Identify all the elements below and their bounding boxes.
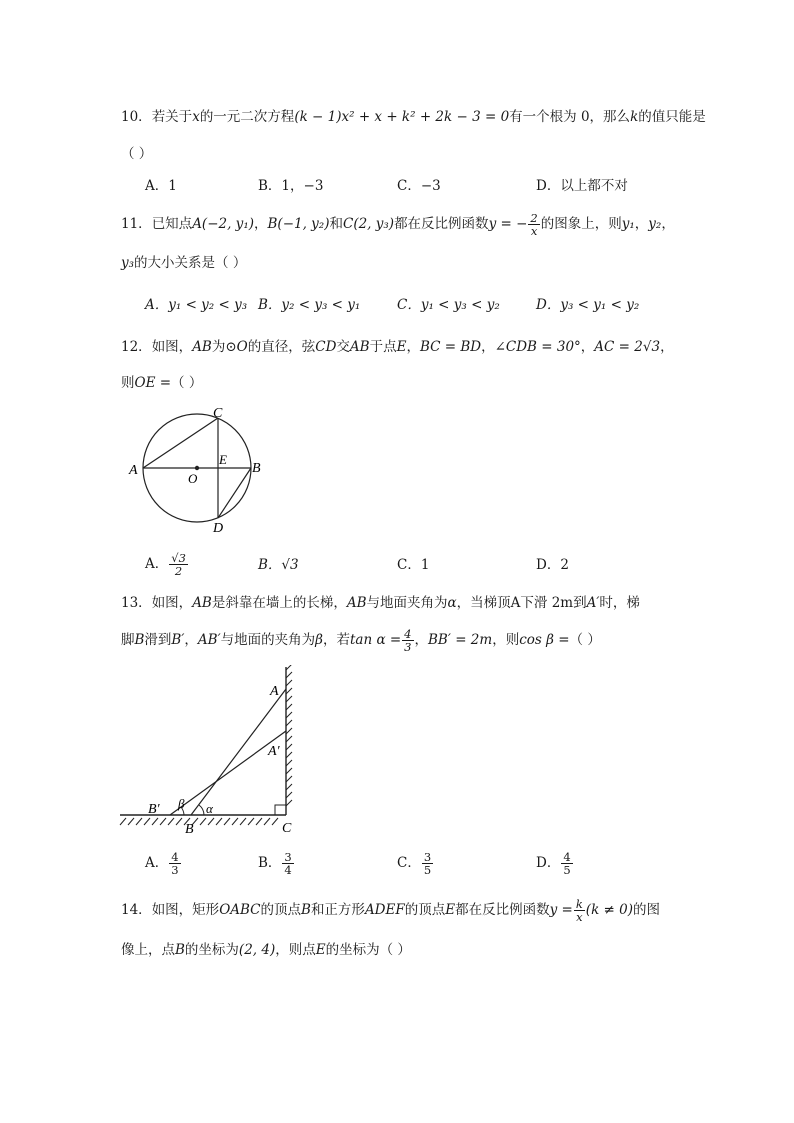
q12-segment-ac: [143, 418, 218, 468]
q13-stem-line2: 脚B滑到B′，AB′与地面的夹角为β，若tan α = $\frac{4}{3}$ ，BB′ = 2m，则cos β =（ ）: [121, 627, 601, 654]
q12-circle-figure: [125, 402, 270, 537]
q12-center-point: [195, 466, 199, 470]
q13-alpha-arc: [199, 805, 204, 815]
q13-label-a-prime: A′: [268, 744, 280, 759]
q13-label-beta: β: [178, 796, 185, 811]
q12-segment-bd: [218, 468, 251, 518]
q12-label-c: C: [213, 406, 223, 421]
q13-label-b-prime: B′: [148, 802, 160, 817]
q10-option-a: A．1: [145, 178, 177, 194]
q13-wall-hatch: [286, 665, 292, 806]
q10-option-d: D．以上都不对: [536, 178, 628, 194]
q11-option-d: D．y₃ < y₁ < y₂: [536, 297, 640, 313]
q12-label-b: B: [252, 461, 261, 476]
q14-number: 14．: [121, 902, 152, 918]
q12-label-d: D: [213, 521, 224, 536]
q13-label-alpha: α: [206, 801, 213, 816]
q14-stem-line2: 像上，点B的坐标为(2, 4)，则点E的坐标为（ ）: [121, 942, 411, 958]
q12-stem: 12．如图，AB为⊙O的直径，弦CD交AB于点E，BC = BD，∠CDB = 30°，AC = 2√3，: [121, 339, 674, 355]
q13-label-c: C: [282, 821, 292, 835]
q10-paren: （ ）: [121, 146, 153, 162]
q13-stem: 13．如图，AB是斜靠在墙上的长梯，AB与地面夹角为α，当梯顶A下滑 2m到A′时，梯: [121, 595, 640, 611]
q12-option-a: A． $\frac{√3}{2}$: [145, 551, 186, 578]
q13-option-b: B． $\frac{3}{4}$: [258, 850, 292, 877]
q12-option-d: D．2: [536, 557, 569, 573]
q11-number: 11．: [121, 216, 152, 232]
q13-ladder-figure: [118, 665, 308, 835]
q13-label-a: A: [270, 684, 279, 699]
q12-stem-line2: 则OE =（ ）: [121, 375, 203, 391]
q11-stem-line2: y₃的大小关系是（ ）: [121, 255, 247, 271]
q10-number: 10．: [121, 109, 152, 125]
q12-option-c: C．1: [397, 557, 430, 573]
q13-ground-hatch: [120, 818, 278, 825]
q13-option-a: A． $\frac{4}{3}$: [145, 850, 179, 877]
q12-label-a: A: [129, 463, 138, 478]
q13-option-c: C． $\frac{3}{5}$: [397, 850, 432, 877]
q13-right-angle: [275, 805, 286, 815]
q13-option-d: D． $\frac{4}{5}$: [536, 850, 571, 877]
q12-label-o: O: [188, 471, 198, 486]
q12-number: 12．: [121, 339, 152, 355]
q11-option-b: B．y₂ < y₃ < y₁: [258, 297, 361, 313]
q10-stem: 10．若关于x的一元二次方程(k − 1)x² + x + k² + 2k − 3 = 0有一个根为 0，那么k的值只能是: [121, 109, 706, 125]
q11-fraction: $\frac{2}{x}$: [530, 211, 538, 238]
q10-option-c: C．−3: [397, 178, 441, 194]
q13-label-b: B: [185, 822, 194, 835]
q12-label-e: E: [219, 452, 227, 467]
q12-option-b: B．√3: [258, 557, 299, 573]
q10-option-b: B．1，−3: [258, 178, 324, 194]
q11-stem: 11．已知点A(−2, y₁)，B(−1, y₂)和C(2, y₃)都在反比例函数y = − $\frac{2}{x}$ 的图象上，则y₁，y₂，: [121, 211, 675, 238]
q10-equation: (k − 1)x² + x + k² + 2k − 3 = 0: [294, 109, 510, 125]
q13-number: 13．: [121, 595, 152, 611]
q11-option-c: C．y₁ < y₃ < y₂: [397, 297, 500, 313]
q14-stem: 14．如图，矩形OABC的顶点B和正方形ADEF的顶点E都在反比例函数y = $\frac{k}{x}$ (k ≠ 0)的图: [121, 897, 660, 924]
q11-option-a: A．y₁ < y₂ < y₃: [145, 297, 248, 313]
